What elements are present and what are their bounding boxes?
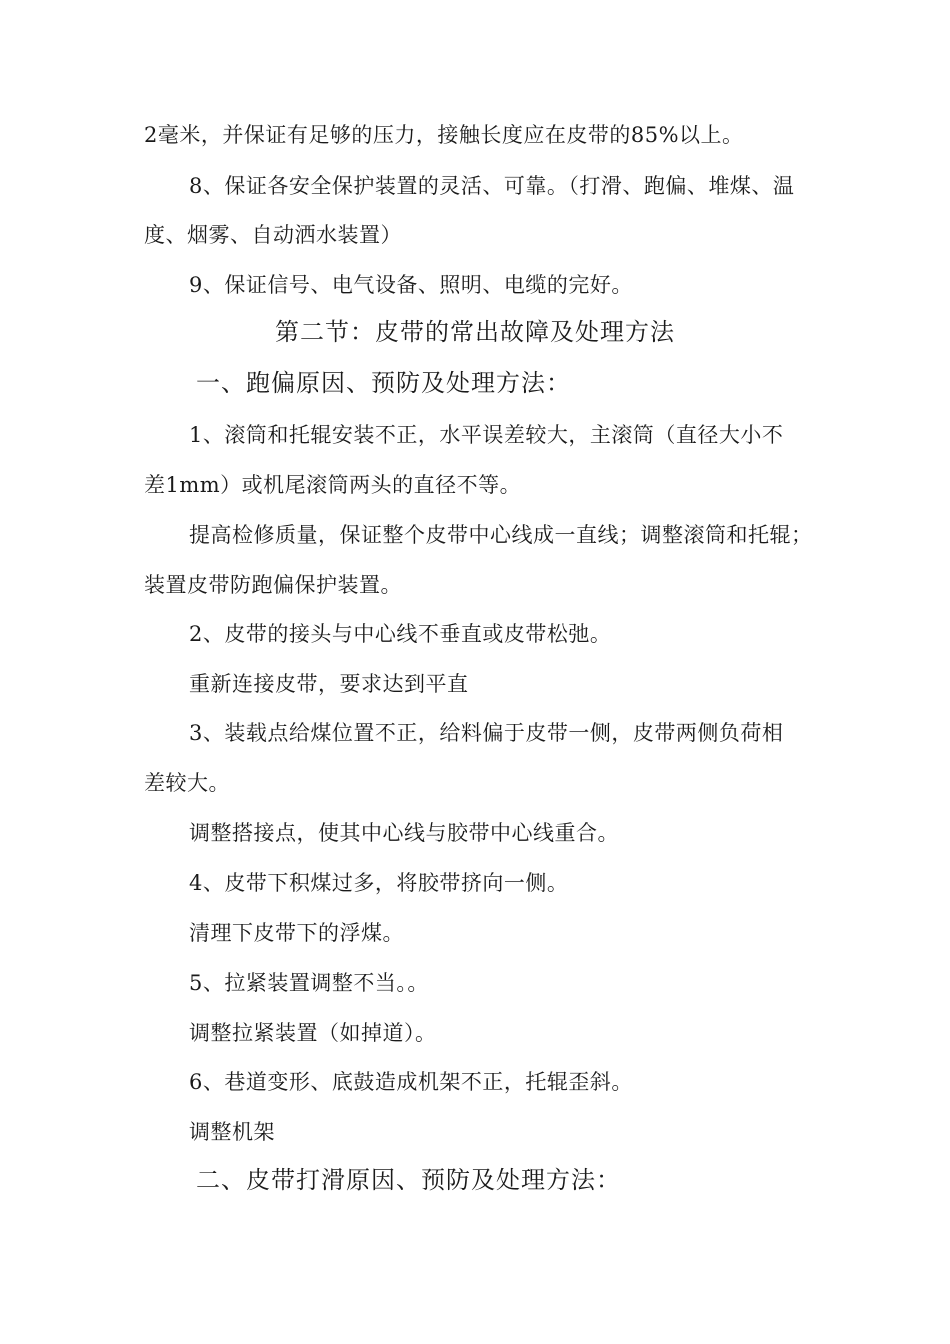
paragraph-line: 5、拉紧装置调整不当。。: [189, 971, 429, 995]
paragraph-line: 提高检修质量，保证整个皮带中心线成一直线；调整滚筒和托辊；: [189, 523, 813, 547]
paragraph-line: 度、烟雾、自动洒水装置）: [144, 223, 402, 247]
paragraph-line: 差1mm）或机尾滚筒两头的直径不等。: [144, 473, 522, 497]
subsection-heading: 一、跑偏原因、预防及处理方法：: [196, 369, 571, 397]
paragraph-line: 4、皮带下积煤过多，将胶带挤向一侧。: [189, 871, 569, 895]
paragraph-line: 1、滚筒和托辊安装不正，水平误差较大，主滚筒（直径大小不: [189, 423, 784, 447]
paragraph-line: 8、保证各安全保护装置的灵活、可靠。（打滑、跑偏、堆煤、温: [189, 174, 795, 198]
paragraph-line: 9、保证信号、电气设备、照明、电缆的完好。: [189, 273, 633, 297]
paragraph-line: 调整拉紧装置（如掉道）。: [189, 1021, 437, 1045]
paragraph-line: 差较大。: [144, 771, 230, 795]
paragraph-line: 3、装载点给煤位置不正，给料偏于皮带一侧，皮带两侧负荷相: [189, 721, 784, 745]
paragraph-line: 重新连接皮带，要求达到平直: [189, 672, 469, 696]
section-heading: 第二节：皮带的常出故障及处理方法: [275, 318, 675, 346]
paragraph-line: 清理下皮带下的浮煤。: [189, 921, 404, 945]
paragraph-line: 2毫米，并保证有足够的压力，接触长度应在皮带的85%以上。: [144, 123, 744, 147]
paragraph-line: 调整机架: [189, 1120, 275, 1144]
paragraph-line: 装置皮带防跑偏保护装置。: [144, 573, 402, 597]
subsection-heading: 二、皮带打滑原因、预防及处理方法：: [196, 1166, 621, 1194]
paragraph-line: 6、巷道变形、底鼓造成机架不正，托辊歪斜。: [189, 1070, 633, 1094]
paragraph-line: 2、皮带的接头与中心线不垂直或皮带松弛。: [189, 622, 612, 646]
paragraph-line: 调整搭接点，使其中心线与胶带中心线重合。: [189, 821, 619, 845]
